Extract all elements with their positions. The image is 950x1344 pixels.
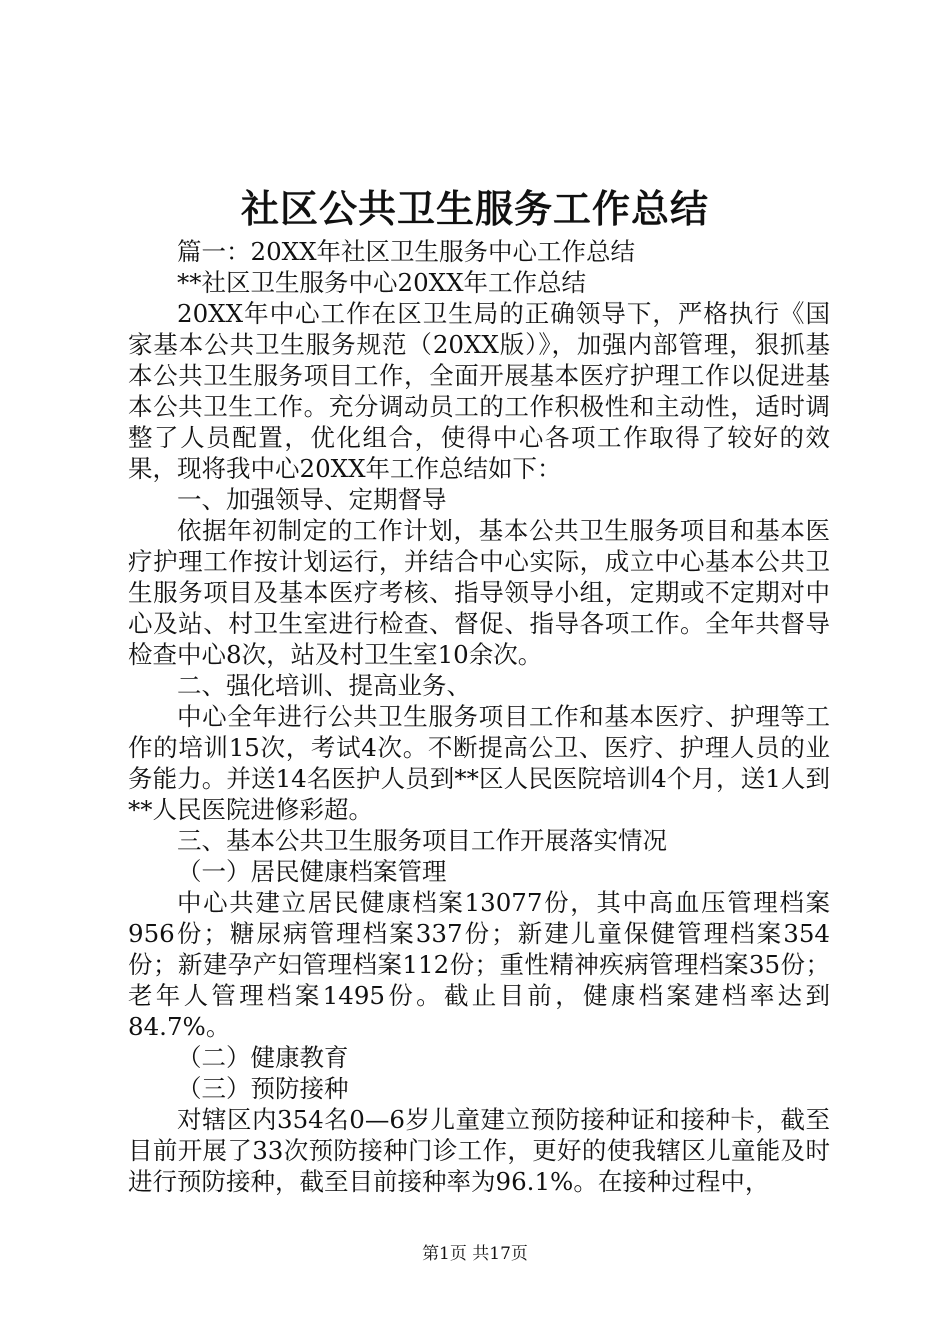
subsection-heading-health-education: （二）健康教育 bbox=[177, 1043, 349, 1072]
subsection-heading-health-records: （一）居民健康档案管理 bbox=[177, 857, 447, 886]
section-heading-leadership: 一、加强领导、定期督导 bbox=[177, 485, 447, 514]
section-heading-implementation: 三、基本公共卫生服务项目工作开展落实情况 bbox=[177, 826, 667, 855]
section-heading-training: 二、强化培训、提高业务、 bbox=[177, 671, 471, 700]
paragraph-vaccination: 对辖区内354名0—6岁儿童建立预防接种证和接种卡，截至目前开展了33次预防接种门诊工作，更好的使我辖区儿童能及时进行预防接种，截至目前接种率为96.1%。在接种过程中， bbox=[128, 1105, 830, 1196]
subsection-heading-vaccination: （三）预防接种 bbox=[177, 1074, 349, 1103]
document-title: 社区公共卫生服务工作总结 bbox=[240, 186, 709, 231]
paragraph-report-title: **社区卫生服务中心20XX年工作总结 bbox=[177, 268, 587, 297]
paragraph-article-heading: 篇一：20XX年社区卫生服务中心工作总结 bbox=[177, 237, 636, 266]
paragraph-leadership: 依据年初制定的工作计划，基本公共卫生服务项目和基本医疗护理工作按计划运行，并结合中心实际，成立中心基本公共卫生服务项目及基本医疗考核、指导领导小组，定期或不定期对中心及站、村卫生室进行检查、督促、指导各项工作。全年共督导检查中心8次，站及村卫生室10余次。 bbox=[128, 516, 830, 669]
paragraph-intro: 20XX年中心工作在区卫生局的正确领导下，严格执行《国家基本公共卫生服务规范（20XX版）》，加强内部管理，狠抓基本公共卫生服务项目工作，全面开展基本医疗护理工作以促进基本公共卫生工作。充分调动员工的工作积极性和主动性，适时调整了人员配置，优化组合，使得中心各项工作取得了较好的效果，现将我中心20XX年工作总结如下： bbox=[128, 299, 830, 483]
page-footer: 第1页 共17页 bbox=[422, 1244, 528, 1264]
document-body bbox=[128, 236, 830, 1197]
paragraph-health-records: 中心共建立居民健康档案13077份，其中高血压管理档案956份；糖尿病管理档案337份；新建儿童保健管理档案354份；新建孕产妇管理档案112份；重性精神疾病管理档案35份；老年人管理档案1495份。截止目前，健康档案建档率达到84.7%。 bbox=[128, 888, 830, 1041]
paragraph-training: 中心全年进行公共卫生服务项目工作和基本医疗、护理等工作的培训15次，考试4次。不断提高公卫、医疗、护理人员的业务能力。并送14名医护人员到**区人民医院培训4个月，送1人到**人民医院进修彩超。 bbox=[128, 702, 830, 824]
